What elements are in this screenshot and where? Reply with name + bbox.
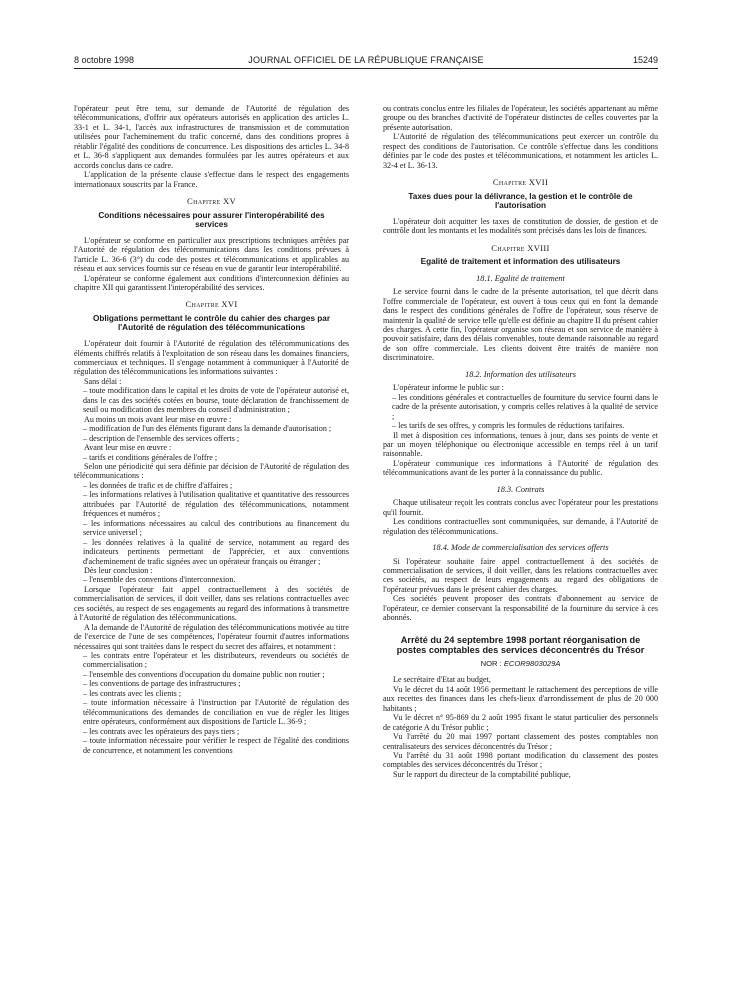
journal-title: JOURNAL OFFICIEL DE LA RÉPUBLIQUE FRANÇAISE	[248, 55, 484, 65]
chapter-heading: Chapitre XV	[187, 196, 236, 207]
chapter-heading: Chapitre XVIII	[491, 242, 550, 253]
paragraph: Le service fourni dans le cadre de la présente autorisation, tel que décrit dans l'offre commerciale de l'opérateur, est ouvert à tous ceux qui en font la demande dans le respect des conditions générales de l'offre de l'opérateur, sous réserve de maintenir la qualité de service telle qu'elle est définie au chapitre II du présent cahier des charges. A cette fin, l'opérateur organise son réseau et son service de manière à pouvoir satisfaire, dans des délais convenables, toute demande raisonnable au regard de son offre commerciale. Les clients doivent être traités de manière non discriminatoire.	[383, 287, 658, 363]
paragraph: A la demande de l'Autorité de régulation des télécommunications motivée au titre de l'exercice de l'une de ses compétences, l'opérateur fournit d'autres informations nécessaires qui sont traitées dans le respect du secret des affaires, et notamment :	[74, 622, 349, 651]
list-item: – les informations relatives à l'utilisation qualitative et quantitative des ressources attribuées par l'Autorité de régulation des télécommunications, notamment fréquences et numéros ;	[83, 490, 349, 519]
paragraph: ou contrats conclus entre les filiales de l'opérateur, les sociétés appartenant au même groupe ou des branches d'activité de l'opérateur distinctes de celles couvertes par la présente autorisation.	[383, 104, 658, 132]
nor-code: ECOR9803029A	[503, 658, 561, 668]
paragraph: Vu le décret du 14 août 1956 permettant le rattachement des perceptions de ville aux recettes des finances dans les chefs-lieux d'arrondissement de plus de 20 000 habitants ;	[383, 684, 658, 713]
header-rule	[74, 68, 658, 69]
decree-title: Arrêté du 24 septembre 1998 portant réorganisation de postes comptables des services déconcentrés du Trésor	[396, 634, 645, 656]
paragraph: L'opérateur se conforme en particulier aux prescriptions techniques arrêtées par l'Autorité de régulation des télécommunications dans les conditions prévues à l'article L. 36-6 (3°) du code des postes et télécommunications et applicables au réseau et aux services fournis sur ce réseau en vue de garantir leur interopérabilité.	[74, 235, 349, 274]
list-item: – toute modification dans le capital et les droits de vote de l'opérateur autorisé et, dans le cas des sociétés cotées en bourse, toute déclaration de franchissement de seuil ou modification des membres du conseil d'administration ;	[83, 386, 349, 415]
paragraph: Il met à disposition ces informations, tenues à jour, dans ses points de vente et par un moyen téléphonique ou électronique accessible en temps réel à un tarif raisonnable.	[383, 430, 658, 459]
issue-date: 8 octobre 1998	[74, 55, 135, 65]
paragraph: Chaque utilisateur reçoit les contrats conclus avec l'opérateur pour les prestations qu'il fournit.	[383, 498, 658, 517]
chapter-title: Obligations permettant le contrôle du cahier des charges par l'Autorité de régulation des télécommunications	[92, 313, 331, 333]
list-heading: Au moins un mois avant leur mise en œuvre :	[84, 414, 232, 424]
page-number: 15249	[632, 55, 658, 65]
chapter-title: Egalité de traitement et information des utilisateurs	[420, 257, 621, 267]
left-column	[74, 104, 349, 755]
section-heading: 18.1. Egalité de traitement	[476, 273, 565, 283]
list-item: – toute information nécessaire pour vérifier le respect de l'égalité des conditions de concurrence, et notamment les conventions	[83, 736, 349, 755]
list-heading: Avant leur mise en œuvre :	[84, 443, 172, 453]
chapter-title: Taxes dues pour la délivrance, la gestion et le contrôle de l'autorisation	[408, 191, 633, 211]
paragraph: L'Autorité de régulation des télécommunications peut exercer un contrôle du respect des conditions de l'autorisation. Ce contrôle s'effectue dans les conditions définies par le code des postes et télécommunications, et notamment les articles L. 32-4 et L. 36-13.	[383, 132, 658, 170]
paragraph: Sur le rapport du directeur de la comptabilité publique,	[393, 769, 571, 779]
chapter-heading: Chapitre XVII	[492, 177, 549, 188]
section-heading: 18.4. Mode de commercialisation des services offerts	[432, 543, 609, 553]
chapter-heading: Chapitre XVI	[185, 299, 238, 310]
paragraph: Le secrétaire d'Etat au budget,	[393, 675, 491, 685]
list-item: – l'ensemble des conventions d'interconnexion.	[83, 575, 236, 585]
list-item: – les contrats entre l'opérateur et les distributeurs, revendeurs ou sociétés de commercialisation ;	[83, 651, 349, 670]
paragraph: Les conditions contractuelles sont communiquées, sur demande, à l'Autorité de régulation des télécommunications.	[383, 517, 658, 536]
chapter-title: Conditions nécessaires pour assurer l'interopérabilité des services	[98, 210, 325, 230]
list-heading: Sans délai :	[84, 376, 122, 386]
list-item: – l'ensemble des conventions d'occupation du domaine public non routier ;	[83, 669, 325, 679]
paragraph: Si l'opérateur souhaite faire appel contractuellement à des sociétés de commercialisation de services, il doit veiller, dans les relations contractuelles avec ces sociétés, au respect de leurs engagements au regard des obligations de l'opérateur prévues dans le présent cahier des charges.	[383, 556, 658, 594]
section-heading: 18.3. Contrats	[496, 484, 545, 494]
paragraph: L'opérateur doit acquitter les taxes de constitution de dossier, de gestion et de contrôle dont les montants et les modalités sont précisés dans les lois de finances.	[383, 216, 658, 236]
list-item: – les informations nécessaires au calcul des contributions au financement du service universel ;	[83, 518, 349, 538]
list-item: – toute information nécessaire à l'instruction par l'Autorité de régulation des télécommunications des demandes de conciliation en vue de régler les litiges entre opérateurs, conformément aux dispositions de l'article L. 36-9 ;	[83, 698, 349, 727]
list-item: – tarifs et conditions générales de l'offre ;	[83, 452, 218, 462]
list-item: – les données relatives à la qualité de service, notamment au regard des indicateurs pertinents permettant de l'apprécier, et aux conventions d'acheminement de trafic signées avec un opérateur français ou étranger ;	[83, 537, 349, 566]
list-item: – description de l'ensemble des services offerts ;	[83, 433, 240, 443]
paragraph: L'application de la présente clause s'effectue dans le respect des engagements internationaux souscrits par la France.	[74, 170, 349, 189]
paragraph: l'opérateur peut être tenu, sur demande de l'Autorité de régulation des télécommunications, d'offrir aux opérateurs autorisés en application des articles L. 33-1 et L. 34-1, l'accès aux infrastructures de transmission et de commutation utilisées pour l'acheminement du trafic concerné, dans des conditions propres à rétablir l'égalité des conditions de concurrence. Les dispositions des articles L. 34-8 et L. 36-8 s'appliquent aux demandes formulées par les autres opérateurs et aux accords conclus dans ce cadre.	[74, 104, 349, 170]
list-item: – les tarifs de ses offres, y compris les formules de réductions tarifaires.	[392, 421, 625, 431]
list-item: – les contrats avec les clients ;	[83, 688, 181, 698]
list-heading: Dès leur conclusion :	[84, 565, 153, 575]
list-item: – les contrats avec les opérateurs des pays tiers ;	[83, 726, 240, 736]
paragraph: L'opérateur se conforme également aux conditions d'interconnexion définies au chapitre XII qui garantissent l'interopérabilité des services.	[74, 273, 349, 292]
paragraph: L'opérateur informe le public sur :	[393, 383, 504, 393]
paragraph: Lorsque l'opérateur fait appel contractuellement à des sociétés de commercialisation de services, il doit veiller, dans ses relations contractuelles avec ces sociétés, au respect de ses engagements au regard des informations à transmettre à l'Autorité de régulation des télécommunications.	[74, 584, 349, 623]
page-header	[74, 55, 658, 67]
list-item: – les conventions de partage des infrastructures ;	[83, 679, 241, 689]
nor-reference	[383, 659, 658, 668]
nor-label: NOR :	[480, 658, 502, 668]
paragraph: Ces sociétés peuvent proposer des contrats d'abonnement au service de l'opérateur, ce dernier conservant la responsabilité de la fourniture du service à ces abonnés.	[383, 594, 658, 623]
paragraph: L'opérateur communique ces informations à l'Autorité de régulation des télécommunications avant de les porter à la connaissance du public.	[383, 458, 658, 478]
paragraph: L'opérateur doit fournir à l'Autorité de régulation des télécommunications des éléments chiffrés relatifs à l'exploitation de son réseau dans les domaines financiers, commerciaux et techniques. Il s'engage notamment à communiquer à l'Autorité de régulation des télécommunications les informations suivantes :	[74, 339, 349, 377]
paragraph: Vu l'arrêté du 20 mai 1997 portant classement des postes comptables non centralisateurs des services déconcentrés du Trésor ;	[383, 732, 658, 751]
right-column	[383, 104, 658, 779]
list-item: – les conditions générales et contractuelles de fourniture du service fourni dans le cadre de la présente autorisation, y compris celles relatives à la qualité de service ;	[392, 392, 658, 421]
list-item: – modification de l'un des éléments figurant dans la demande d'autorisation ;	[83, 424, 332, 434]
paragraph: Vu le décret n° 95-869 du 2 août 1995 fixant le statut particulier des personnels de catégorie A du Trésor public ;	[383, 713, 658, 732]
paragraph: Vu l'arrêté du 31 août 1998 portant modification du classement des postes comptables des services déconcentrés du Trésor ;	[383, 750, 658, 770]
list-heading: Selon une périodicité qui sera définie par décision de l'Autorité de régulation des télécommunications :	[74, 461, 349, 481]
list-item: – les données de trafic et de chiffre d'affaires ;	[83, 480, 233, 490]
section-heading: 18.2. Information des utilisateurs	[465, 369, 576, 379]
